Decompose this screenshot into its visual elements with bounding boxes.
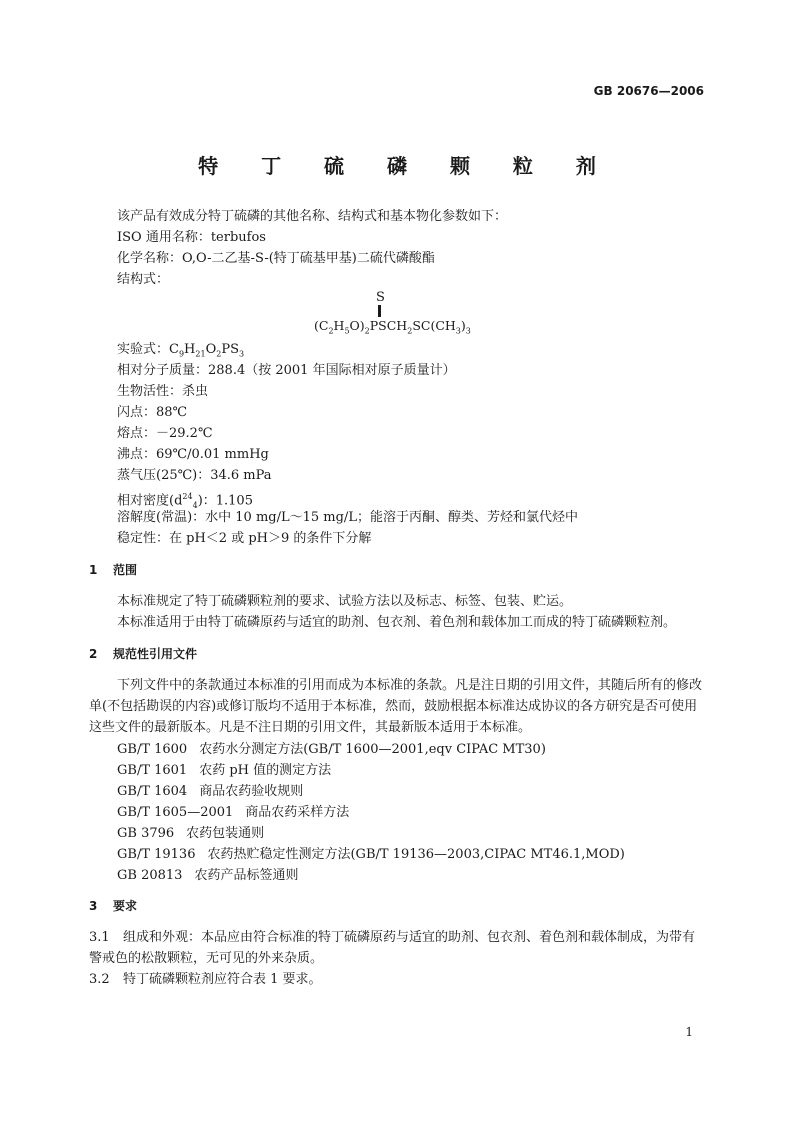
bioactivity: 生物活性：杀虫 [117,384,209,399]
molecular-weight: 相对分子质量：288.4（按 2001 年国际相对原子质量计） [117,363,456,378]
section-2-paragraph: 下列文件中的条款通过本标准的引用而成为本标准的条款。凡是注日期的引用文件，其随后所有的修改单(不包括勘误的内容)或修订版均不适用于本标准，然而，鼓励根据本标准达成协议的各方研究是否可使用这些文件的最新版本。凡是不注日期的引用文件，其最新版本适用于本标准。 [89,678,703,735]
reference-item: GB 20813 农药产品标签通则 [117,868,299,883]
document-title: 特 丁 硫 磷 颗 粒 剂 [198,154,614,178]
clause-3-2: 3.2 特丁硫磷颗粒剂应符合表 1 要求。 [89,972,322,987]
section-2-heading: 2 规范性引用文件 [89,647,198,661]
structural-formula-sulfur: S [376,290,385,305]
reference-item: GB/T 19136 农药热贮稳定性测定方法(GB/T 19136—2003,CIPAC MT46.1,MOD) [117,847,625,862]
solubility: 溶解度(常温)：水中 10 mg/L～15 mg/L；能溶于丙酮、醇类、芳烃和氯代烃中 [117,510,578,525]
reference-item: GB/T 1600 农药水分测定方法(GB/T 1600—2001,eqv CIPAC MT30) [117,742,546,757]
stability: 稳定性：在 pH＜2 或 pH＞9 的条件下分解 [117,531,372,546]
page-number: 1 [685,1025,693,1039]
section-1-paragraph-1: 本标准规定了特丁硫磷颗粒剂的要求、试验方法以及标志、标签、包装、贮运。 [117,594,573,609]
section-1-heading: 1 范围 [89,563,138,577]
intro-lead: 该产品有效成分特丁硫磷的其他名称、结构式和基本物化参数如下： [117,209,508,224]
experimental-formula: 实验式：$C_9H_{21}O_2PS_3$ [117,342,245,359]
vapor-pressure: 蒸气压(25℃)：34.6 mPa [117,468,272,483]
standard-code: GB 20676—2006 [593,84,704,98]
reference-item: GB/T 1604 商品农药验收规则 [117,784,304,799]
structural-formula-double-bond [378,305,381,317]
reference-item: GB/T 1601 农药 pH 值的测定方法 [117,763,332,778]
relative-density: 相对密度$(d^{24}_4)$：1.105 [117,492,253,510]
chemical-name: 化学名称：O,O-二乙基-S-(特丁硫基甲基)二硫代磷酸酯 [117,251,435,266]
reference-item: GB 3796 农药包装通则 [117,826,265,841]
structure-label: 结构式： [117,272,170,287]
melting-point: 熔点：－29.2℃ [117,426,213,441]
structural-formula: $(C_2H_5O)_2PSCH_2SC(CH_3)_3$ [314,318,471,336]
section-1-paragraph-2: 本标准适用于由特丁硫磷原药与适宜的助剂、包衣剂、着色剂和载体加工而成的特丁硫磷颗粒剂。 [117,615,677,630]
section-3-heading: 3 要求 [89,899,138,913]
reference-item: GB/T 1605—2001 商品农药采样方法 [117,805,350,820]
clause-3-1: 3.1 组成和外观：本品应由符合标准的特丁硫磷原药与适宜的助剂、包衣剂、着色剂和载体制成，为带有警戒色的松散颗粒，无可见的外来杂质。 [89,930,696,966]
boiling-point: 沸点：69℃/0.01 mmHg [117,447,269,462]
iso-name: ISO 通用名称：terbufos [117,230,266,245]
flash-point: 闪点：88℃ [117,405,188,420]
